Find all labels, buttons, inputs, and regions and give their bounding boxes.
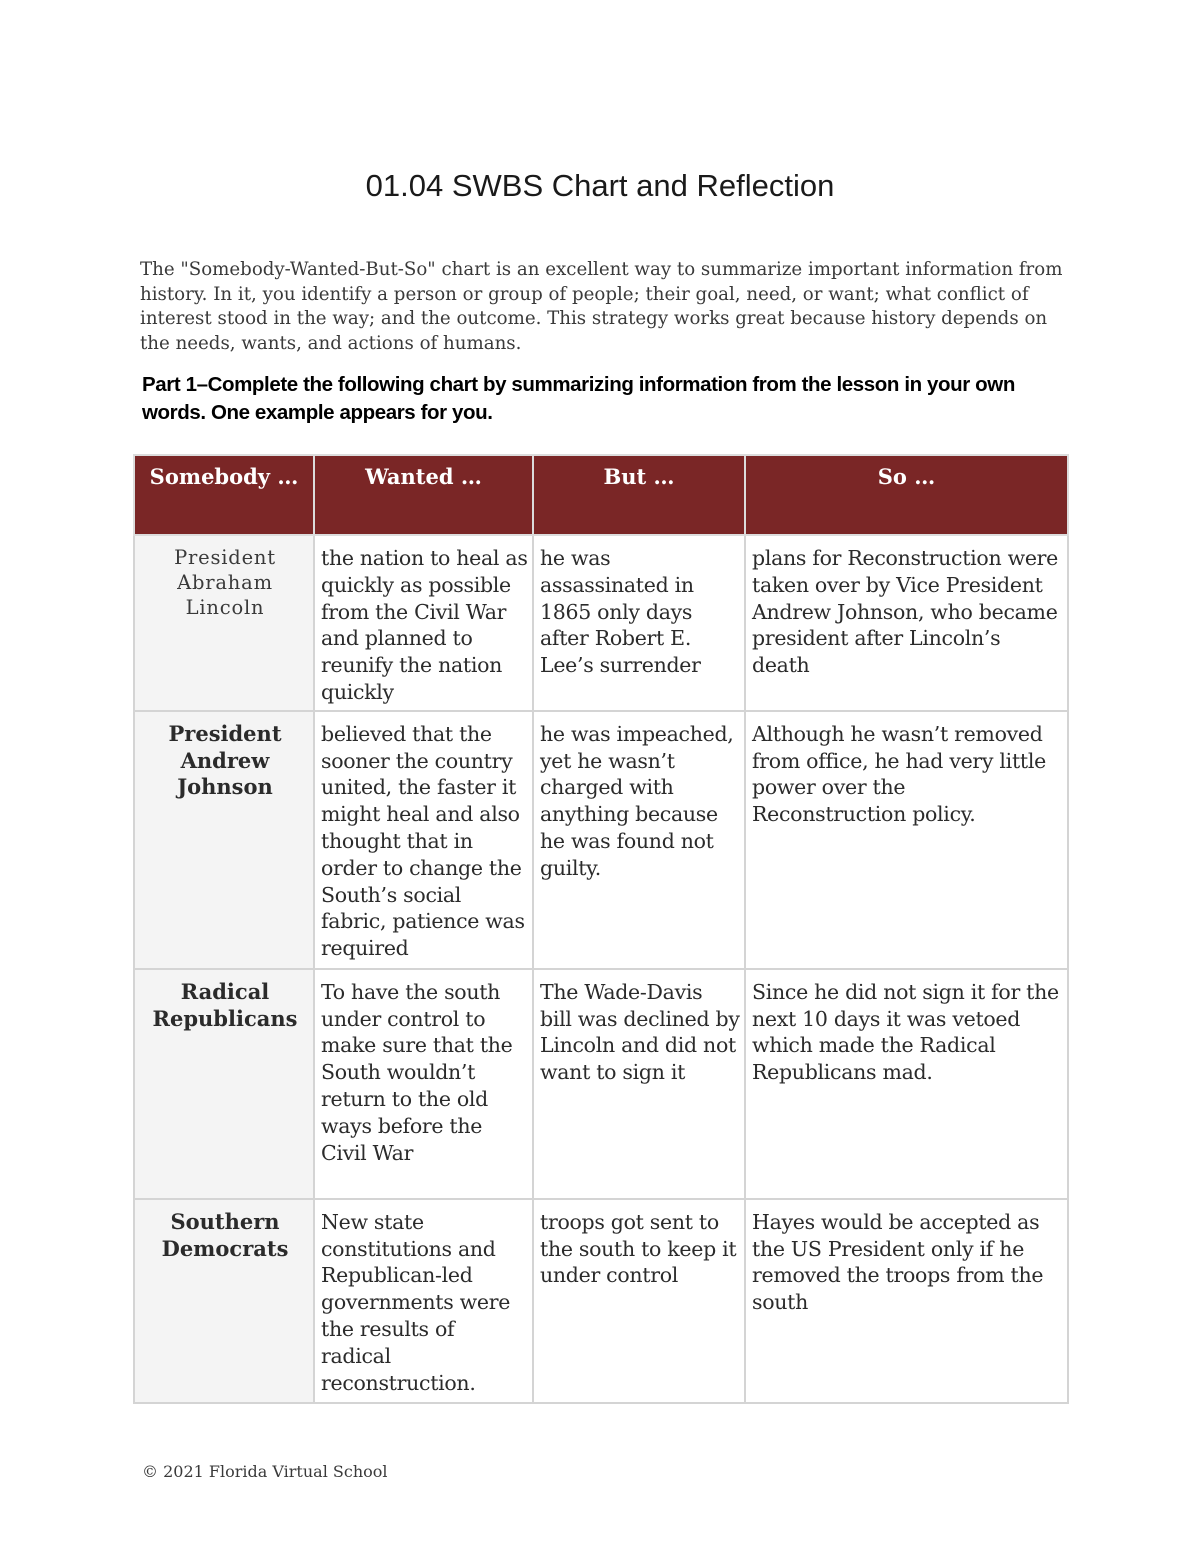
table-row <box>134 969 1068 1199</box>
intro-paragraph: The "Somebody-Wanted-But-So" chart is an excellent way to summarize important information from history. In it, you identify a person or group of people; their goal, need, or want; what conflict of interest stood in the way; and the outcome. This strategy works great because history depends on the needs, wants, and actions of humans. <box>140 259 1063 354</box>
header-wanted: Wanted … <box>314 455 533 535</box>
table-row <box>134 535 1068 711</box>
header-so: So … <box>745 455 1068 535</box>
so-cell[interactable]: Since he did not sign it for the next 10 days it was vetoed which made the Radical Republicans mad. <box>745 969 1068 1199</box>
somebody-cell: Radical Republicans <box>134 969 314 1199</box>
wanted-cell[interactable]: New state constitutions and Republican-led governments were the results of radical reconstruction. <box>314 1199 533 1403</box>
wanted-cell: the nation to heal as quickly as possible from the Civil War and planned to reunify the nation quickly <box>314 535 533 711</box>
somebody-cell: President Abraham Lincoln <box>134 535 314 711</box>
but-cell[interactable]: troops got sent to the south to keep it under control <box>533 1199 745 1403</box>
so-cell[interactable]: Hayes would be accepted as the US President only if he removed the troops from the south <box>745 1199 1068 1403</box>
header-row <box>134 455 1068 535</box>
but-cell[interactable]: The Wade-Davis bill was declined by Lincoln and did not want to sign it <box>533 969 745 1199</box>
table-row <box>134 1199 1068 1403</box>
header-somebody: Somebody … <box>134 455 314 535</box>
wanted-cell[interactable]: believed that the sooner the country united, the faster it might heal and also thought that in order to change the South’s social fabric, patience was required <box>314 711 533 969</box>
swbs-chart <box>133 454 1069 1404</box>
but-cell[interactable]: he was impeached, yet he wasn’t charged with anything because he was found not guilty. <box>533 711 745 969</box>
table-row <box>134 711 1068 969</box>
part-1-instructions: Part 1–Complete the following chart by summarizing information from the lesson in your own words. One example appears for you. <box>142 373 1015 424</box>
wanted-cell[interactable]: To have the south under control to make sure that the South wouldn’t return to the old ways before the Civil War <box>314 969 533 1199</box>
so-cell: plans for Reconstruction were taken over by Vice President Andrew Johnson, who became president after Lincoln’s death <box>745 535 1068 711</box>
page-title: 01.04 SWBS Chart and Reflection <box>365 168 835 203</box>
copyright-footer: © 2021 Florida Virtual School <box>142 1462 388 1481</box>
somebody-cell: President Andrew Johnson <box>134 711 314 969</box>
somebody-cell: Southern Democrats <box>134 1199 314 1403</box>
but-cell: he was assassinated in 1865 only days after Robert E. Lee’s surrender <box>533 535 745 711</box>
so-cell[interactable]: Although he wasn’t removed from office, he had very little power over the Reconstruction policy. <box>745 711 1068 969</box>
header-but: But … <box>533 455 745 535</box>
